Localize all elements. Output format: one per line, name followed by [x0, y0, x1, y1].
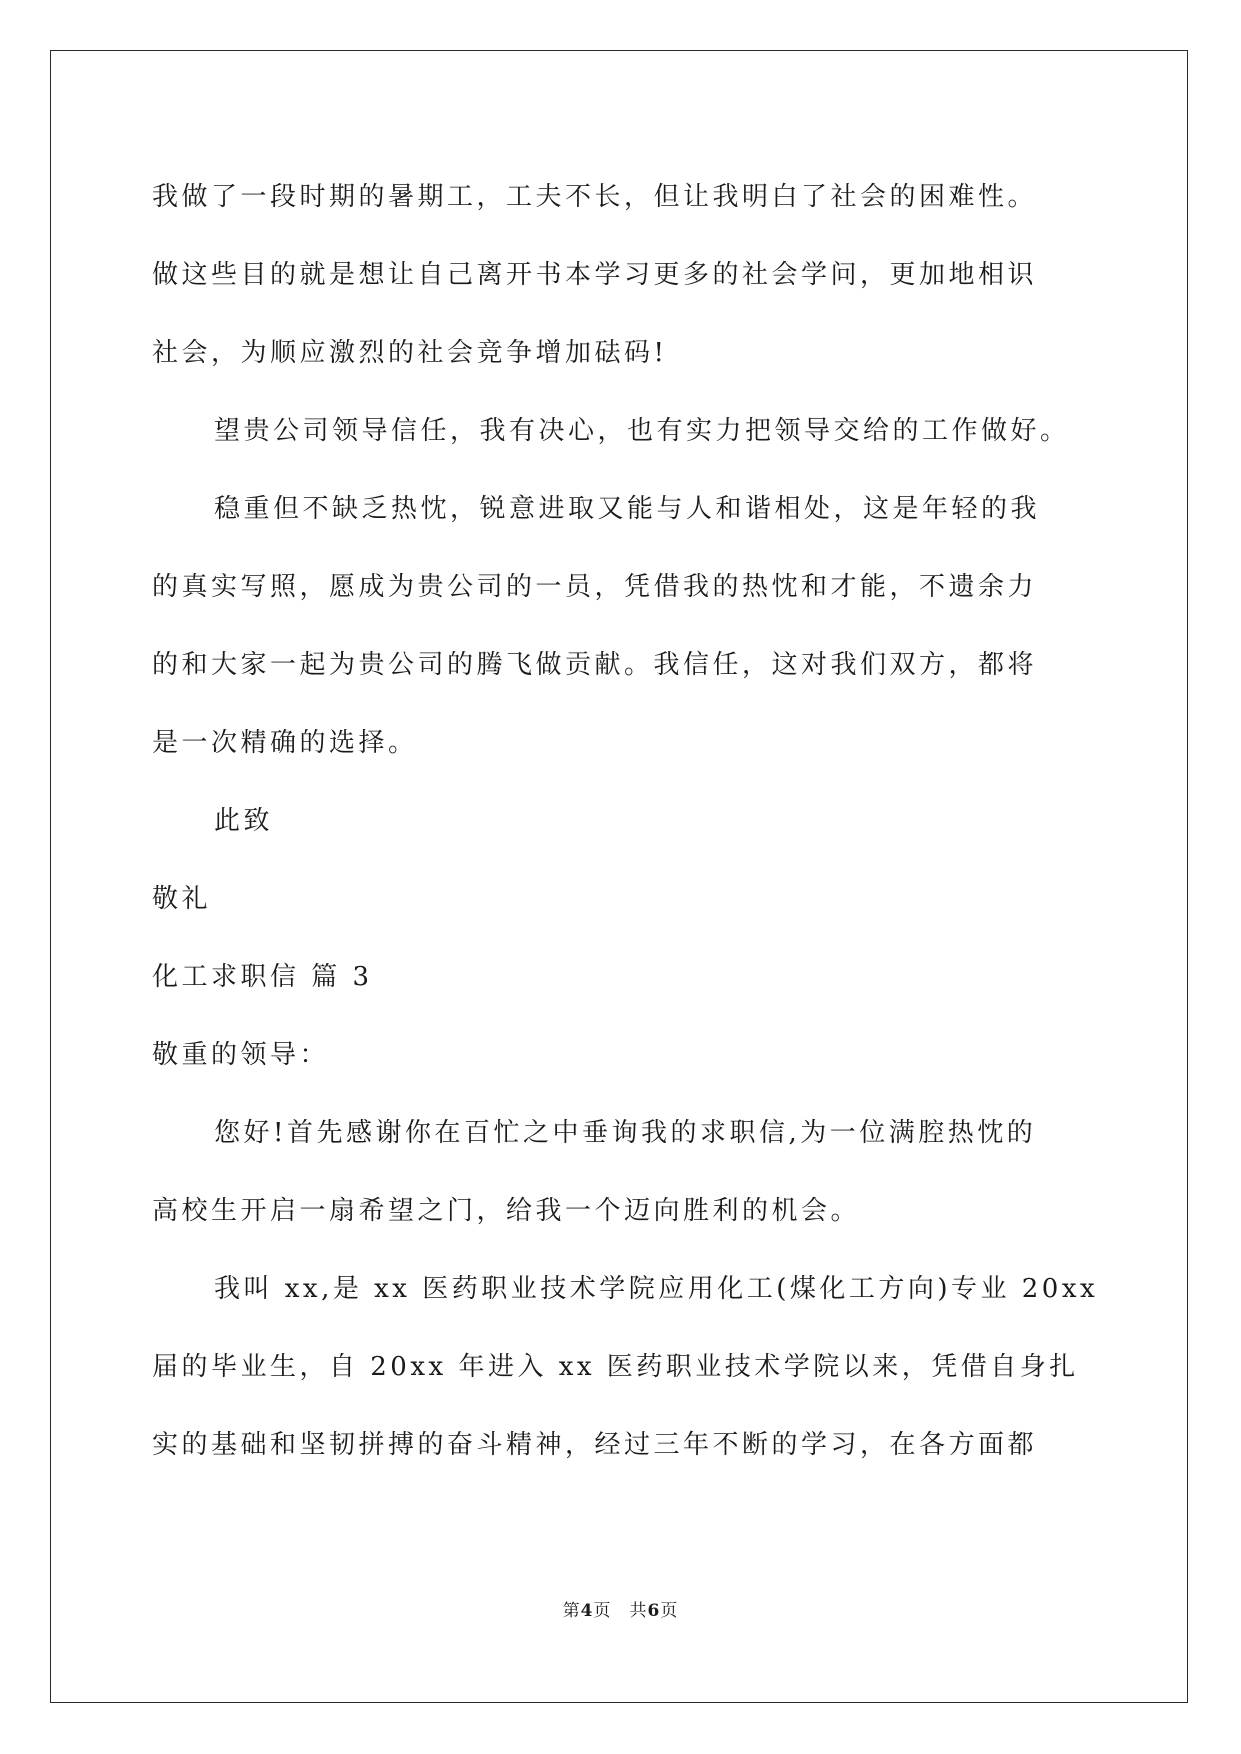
page-footer — [0, 1596, 1241, 1621]
paragraph-line: 做这些目的就是想让自己离开书本学习更多的社会学问，更加地相识 — [152, 260, 1038, 290]
total-prefix: 共 — [629, 1601, 648, 1621]
paragraph-line: 是一次精确的选择。 — [152, 728, 418, 758]
paragraph-line: 的和大家一起为贵公司的腾飞做贡献。我信任，这对我们双方，都将 — [152, 650, 1038, 680]
total-pages: 6 — [647, 1601, 661, 1621]
closing-salutation: 此致 — [214, 806, 274, 836]
paragraph-line: 望贵公司领导信任，我有决心，也有实力把领导交给的工作做好。 — [214, 416, 1070, 446]
paragraph-line: 您好!首先感谢你在百忙之中垂询我的求职信,为一位满腔热忱的 — [214, 1118, 1037, 1148]
paragraph-line: 届的毕业生，自 20xx 年进入 xx 医药职业技术学院以来，凭借自身扎 — [152, 1352, 1079, 1382]
paragraph-line: 稳重但不缺乏热忱，锐意进取又能与人和谐相处，这是年轻的我 — [214, 494, 1041, 524]
section-heading: 化工求职信 篇 3 — [152, 962, 373, 992]
closing-regards: 敬礼 — [152, 884, 212, 914]
paragraph-line: 的真实写照，愿成为贵公司的一员，凭借我的热忱和才能，不遗余力 — [152, 572, 1038, 602]
document-body — [152, 158, 1099, 1484]
page-number: 4 — [580, 1601, 594, 1621]
paragraph-line: 高校生开启一扇希望之门，给我一个迈向胜利的机会。 — [152, 1196, 861, 1226]
paragraph-line: 我做了一段时期的暑期工，工夫不长，但让我明白了社会的困难性。 — [152, 182, 1038, 212]
paragraph-line: 实的基础和坚韧拼搏的奋斗精神，经过三年不断的学习，在各方面都 — [152, 1430, 1038, 1460]
paragraph-line: 我叫 xx,是 xx 医药职业技术学院应用化工(煤化工方向)专业 20xx — [214, 1274, 1099, 1304]
page-prefix: 第 — [562, 1601, 581, 1621]
paragraph-line: 社会，为顺应激烈的社会竞争增加砝码! — [152, 338, 668, 368]
total-suffix: 页 — [660, 1601, 679, 1621]
letter-greeting: 敬重的领导： — [152, 1040, 330, 1070]
page-suffix: 页 — [593, 1601, 612, 1621]
